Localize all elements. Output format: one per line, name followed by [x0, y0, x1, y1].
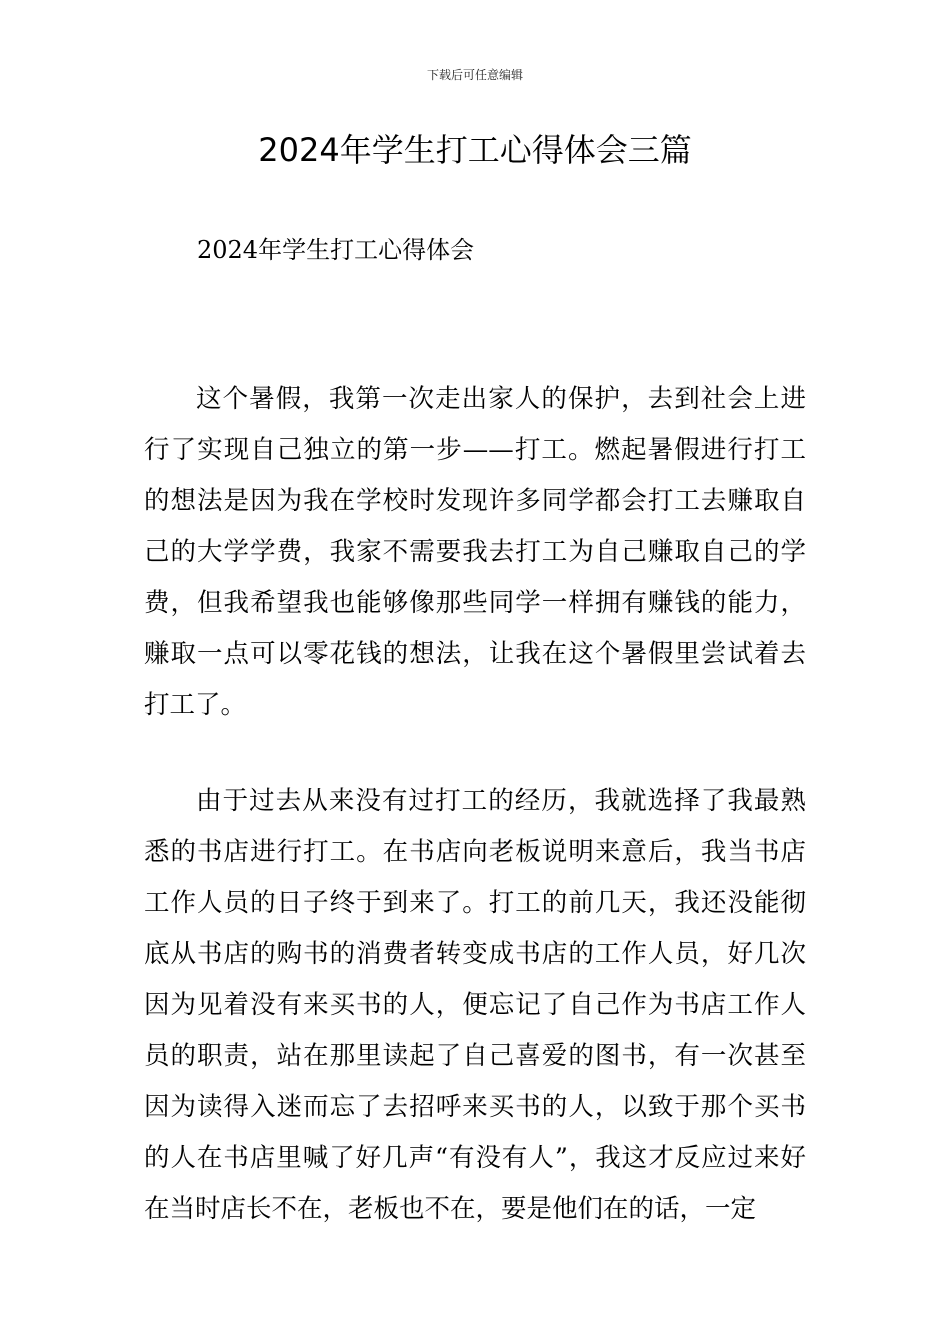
body-paragraph: 由于过去从来没有过打工的经历，我就选择了我最熟悉的书店进行打工。在书店向老板说明来意后，我当书店工作人员的日子终于到来了。打工的前几天，我还没能彻底从书店的购书的消费者转变成书店的工作人员，好几次因为见着没有来买书的人，便忘记了自己作为书店工作人员的职责，站在那里读起了自己喜爱的图书，有一次甚至因为读得入迷而忘了去招呼来买书的人，以致于那个买书的人在书店里喊了好几声“有没有人”，我这才反应过来好在当时店长不在，老板也不在，要是他们在的话，一定 [144, 786, 806, 1224]
header-note: 下载后可任意编辑 [426, 68, 523, 82]
document-title: 2024年学生打工心得体会三篇 [258, 131, 692, 169]
section-subtitle: 2024年学生打工心得体会 [197, 236, 475, 264]
body-paragraph: 这个暑假，我第一次走出家人的保护，去到社会上进行了实现自己独立的第一步——打工。燃起暑假进行打工的想法是因为我在学校时发现许多同学都会打工去赚取自己的大学学费，我家不需要我去打工为自己赚取自己的学费，但我希望我也能够像那些同学一样拥有赚钱的能力，赚取一点可以零花钱的想法，让我在这个暑假里尝试着去打工了。 [144, 384, 806, 720]
